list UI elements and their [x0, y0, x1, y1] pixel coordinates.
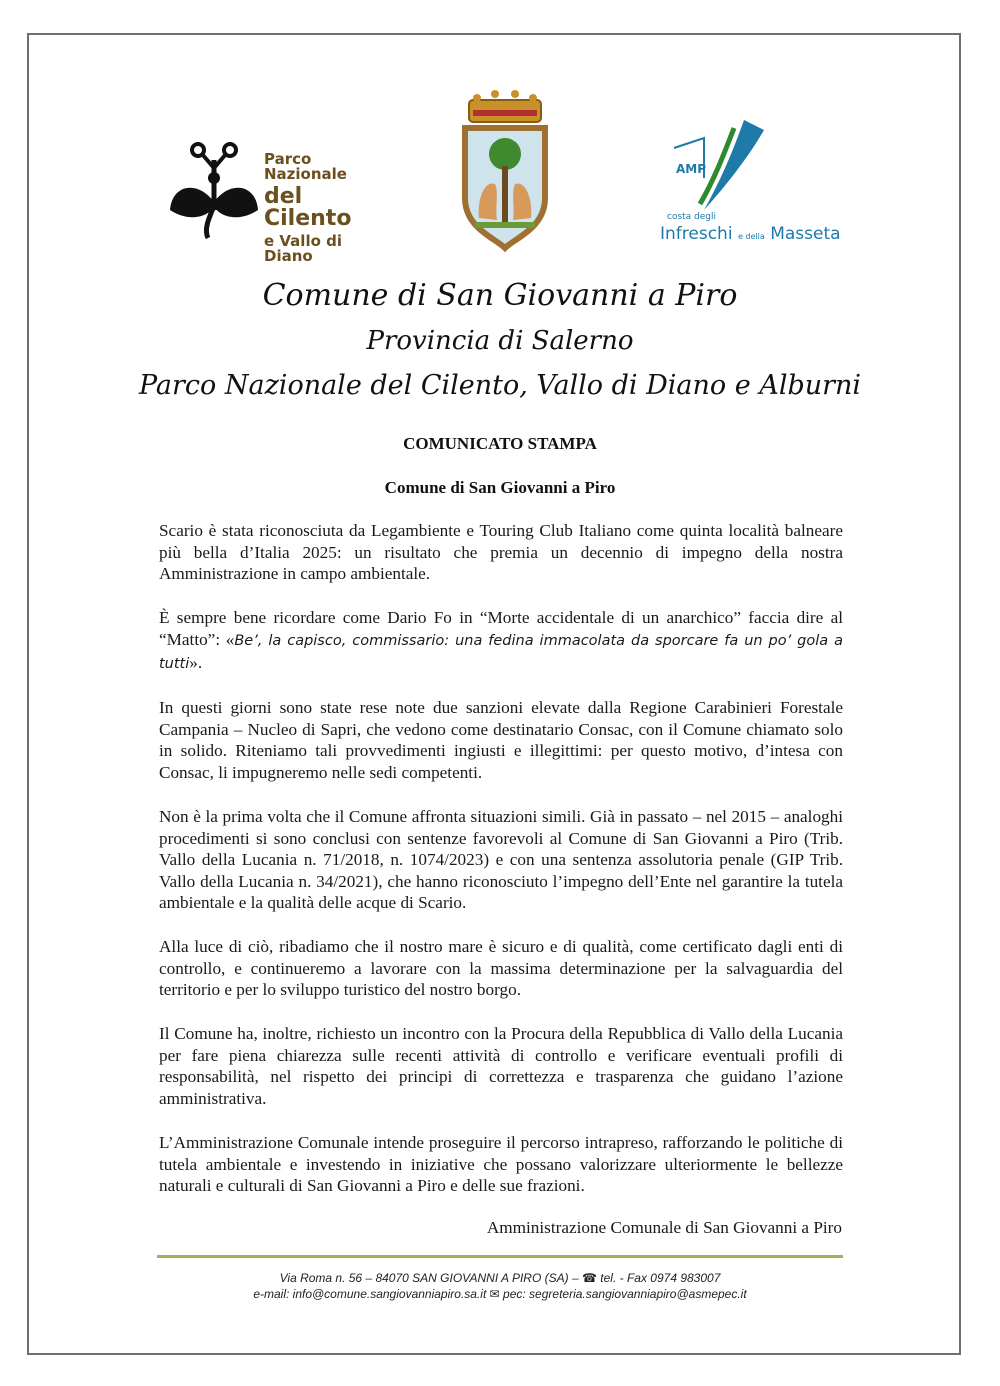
heading-provincia: Provincia di Salerno — [366, 326, 634, 356]
paragraph-2 — [159, 607, 843, 675]
paragraph-3 — [159, 697, 843, 783]
paragraph-5-text: Alla luce di ciò, ribadiamo che il nostro mare è sicuro e di qualità, come certificato dagli enti di controllo, e continueremo a lavorare con la massima determinazione per la salvaguardia del territorio e per lo sviluppo turistico del nostro borgo. — [159, 937, 843, 1000]
park-logo-line3: e Vallo di Diano — [264, 232, 342, 265]
mail-icon: ✉ — [489, 1287, 500, 1301]
crest-icon — [455, 88, 555, 253]
paragraph-4 — [159, 806, 843, 914]
footer-address-line — [100, 1271, 900, 1285]
paragraph-7-text: L’Amministrazione Comunale intende proseguire il percorso intrapreso, rafforzando le politiche di tutela ambientale e investendo in iniziative che possano valorizzare ulteriormente le bellezze naturali e culturali di San Giovanni a Piro e delle sue frazioni. — [159, 1133, 843, 1196]
phone-icon: ☎ — [581, 1271, 597, 1285]
paragraph-4-text: Non è la prima volta che il Comune affronta situazioni simili. Già in passato – nel 2015 – analoghi procedimenti si sono conclusi con sentenze favorevoli al Comune di San Giovanni a Piro (Trib. Vallo della Lucania n. 71/2018, n. 1074/2023) e con una sentenza assolutoria penale (GIP Trib. Vallo della Lucania n. 34/2021), che hanno riconosciuto l’impegno dell’Ente nel garantire la tutela ambientale e la qualità delle acque di Scario. — [159, 807, 843, 913]
paragraph-2-text — [159, 607, 843, 675]
heading-comune: Comune di San Giovanni a Piro — [262, 278, 738, 313]
paragraph-1-text: Scario è stata riconosciuta da Legambiente e Touring Club Italiano come quinta località balneare più bella d’Italia 2025: un risultato che premia un decennio di impegno della nostra Amministrazione in campo ambientale. — [159, 521, 843, 584]
paragraph-2-intro: È sempre bene ricordare come Dario Fo in “Morte accidentale di un anarchico” faccia dire al “Matto”: « — [159, 608, 843, 649]
footer-rule — [157, 1255, 843, 1258]
amp-line1: costa degli — [667, 212, 717, 222]
paragraph-3-text: In questi giorni sono state rese note due sanzioni elevate dalla Regione Carabinieri Forestale Campania – Nucleo di Sapri, che vedono come destinatario Consac, con il Comune chiamato solo in solido. Riteniamo tali provvedimenti ingiusti e illegittimi: per questo motivo, d’intesa con Consac, li impugneremo nelle sedi competenti. — [159, 698, 843, 782]
amp-masseta: Masseta — [770, 224, 841, 244]
footer-address: Via Roma n. 56 – 84070 SAN GIOVANNI A PIRO (SA) – — [279, 1271, 579, 1285]
footer-email[interactable]: e-mail: info@comune.sangiovanniapiro.sa.it — [253, 1287, 487, 1301]
amp-line2 — [660, 224, 841, 244]
document-subtitle: Comune di San Giovanni a Piro — [384, 478, 616, 497]
dario-fo-quote: Be’, la capisco, commissario: una fedina immacolata da sporcare fa un po’ gola a tutti — [159, 632, 844, 672]
amp-infreschi: Infreschi — [660, 224, 733, 244]
park-logo-line2: del Cilento — [264, 184, 352, 231]
paragraph-1 — [159, 520, 843, 585]
paragraph-6 — [159, 1023, 843, 1109]
paragraph-6-text: Il Comune ha, inoltre, richiesto un incontro con la Procura della Repubblica di Vallo della Lucania per fare piena chiarezza sulle recenti attività di controllo e verificare eventuali profili di responsabilità, nel rispetto dei principi di correttezza e trasparenza che guidano l’azione amministrativa. — [159, 1024, 843, 1108]
amp-acronym: AMP — [676, 162, 707, 176]
signature: Amministrazione Comunale di San Giovanni a Piro — [486, 1218, 842, 1237]
footer-pec[interactable]: pec: segreteria.sangiovanniapiro@asmepec.it — [503, 1287, 747, 1301]
paragraph-5 — [159, 936, 843, 1001]
footer-email-line — [100, 1287, 900, 1301]
paragraph-2-end: ». — [189, 652, 203, 672]
amp-della: e della — [737, 232, 765, 241]
park-plant-icon — [168, 140, 260, 240]
park-logo-text — [264, 152, 384, 264]
document-title: COMUNICATO STAMPA — [403, 434, 597, 453]
park-logo-line1: Parco Nazionale — [264, 150, 347, 183]
park-logo — [168, 140, 260, 240]
municipal-crest — [455, 88, 555, 253]
footer-phone: tel. - Fax 0974 983007 — [600, 1271, 721, 1285]
heading-parco: Parco Nazionale del Cilento, Vallo di Diano e Alburni — [138, 370, 862, 401]
paragraph-7 — [159, 1132, 843, 1197]
